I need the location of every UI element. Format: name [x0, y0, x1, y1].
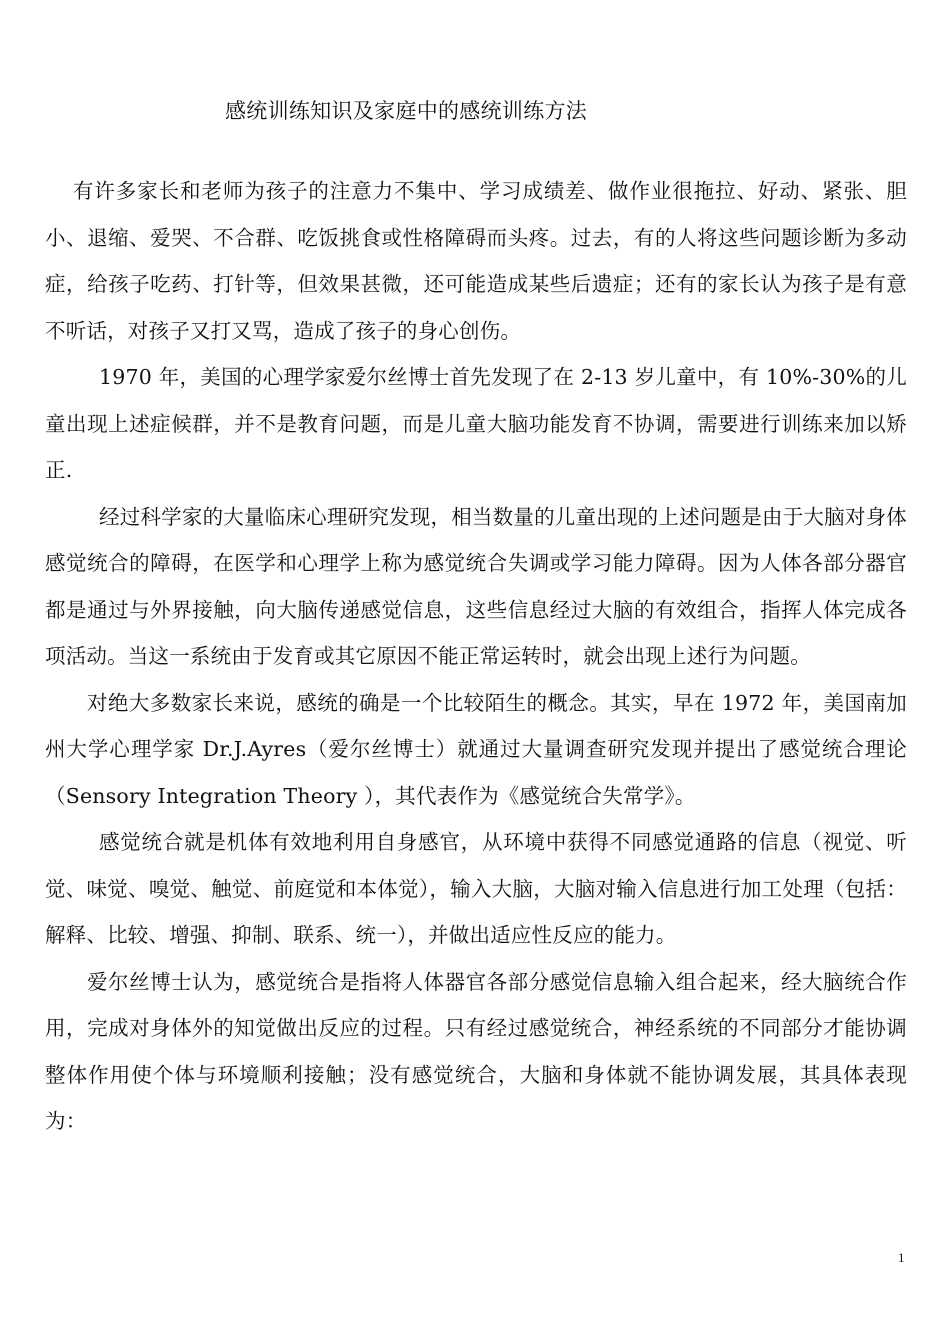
paragraph-3: 经过科学家的大量临床心理研究发现，相当数量的儿童出现的上述问题是由于大脑对身体感觉统合的障碍，在医学和心理学上称为感觉统合失调或学习能力障碍。因为人体各部分器官都是通过与外界接触，向大脑传递感觉信息，这些信息经过大脑的有效组合，指挥人体完成各项活动。当这一系统由于发育或其它原因不能正常运转时，就会出现上述行为问题。	[45, 504, 907, 668]
paragraph-6: 爱尔丝博士认为，感觉统合是指将人体器官各部分感觉信息输入组合起来，经大脑统合作用，完成对身体外的知觉做出反应的过程。只有经过感觉统合，神经系统的不同部分才能协调整体作用使个体与环境顺利接触；没有感觉统合，大脑和身体就不能协调发展，其具体表现为：	[45, 969, 907, 1133]
paragraph-2: 1970 年，美国的心理学家爱尔丝博士首先发现了在 2-13 岁儿童中，有 10%-30%的儿童出现上述症候群，并不是教育问题，而是儿童大脑功能发育不协调，需要进行训练来加以矫正.	[45, 365, 907, 482]
paragraph-5: 感觉统合就是机体有效地利用自身感官，从环境中获得不同感觉通路的信息（视觉、听觉、味觉、嗅觉、触觉、前庭觉和本体觉），输入大脑，大脑对输入信息进行加工处理（包括：解释、比较、增强、抑制、联系、统一），并做出适应性反应的能力。	[45, 830, 907, 947]
page-number: 1	[898, 1250, 905, 1265]
paragraph-1: 有许多家长和老师为孩子的注意力不集中、学习成绩差、做作业很拖拉、好动、紧张、胆小、退缩、爱哭、不合群、吃饭挑食或性格障碍而头疼。过去，有的人将这些问题诊断为多动症，给孩子吃药、打针等，但效果甚微，还可能造成某些后遗症；还有的家长认为孩子是有意不听话，对孩子又打又骂，造成了孩子的身心创伤。	[45, 179, 907, 343]
document-body	[45, 168, 907, 1145]
document-title: 感统训练知识及家庭中的感统训练方法	[225, 99, 588, 123]
paragraph-4: 对绝大多数家长来说，感统的确是一个比较陌生的概念。其实，早在 1972 年，美国南加州大学心理学家 Dr.J.Ayres（爱尔丝博士）就通过大量调查研究发现并提出了感觉统合理论（Sensory Integration Theory ），其代表作为《感觉统合失常学》。	[45, 690, 907, 808]
